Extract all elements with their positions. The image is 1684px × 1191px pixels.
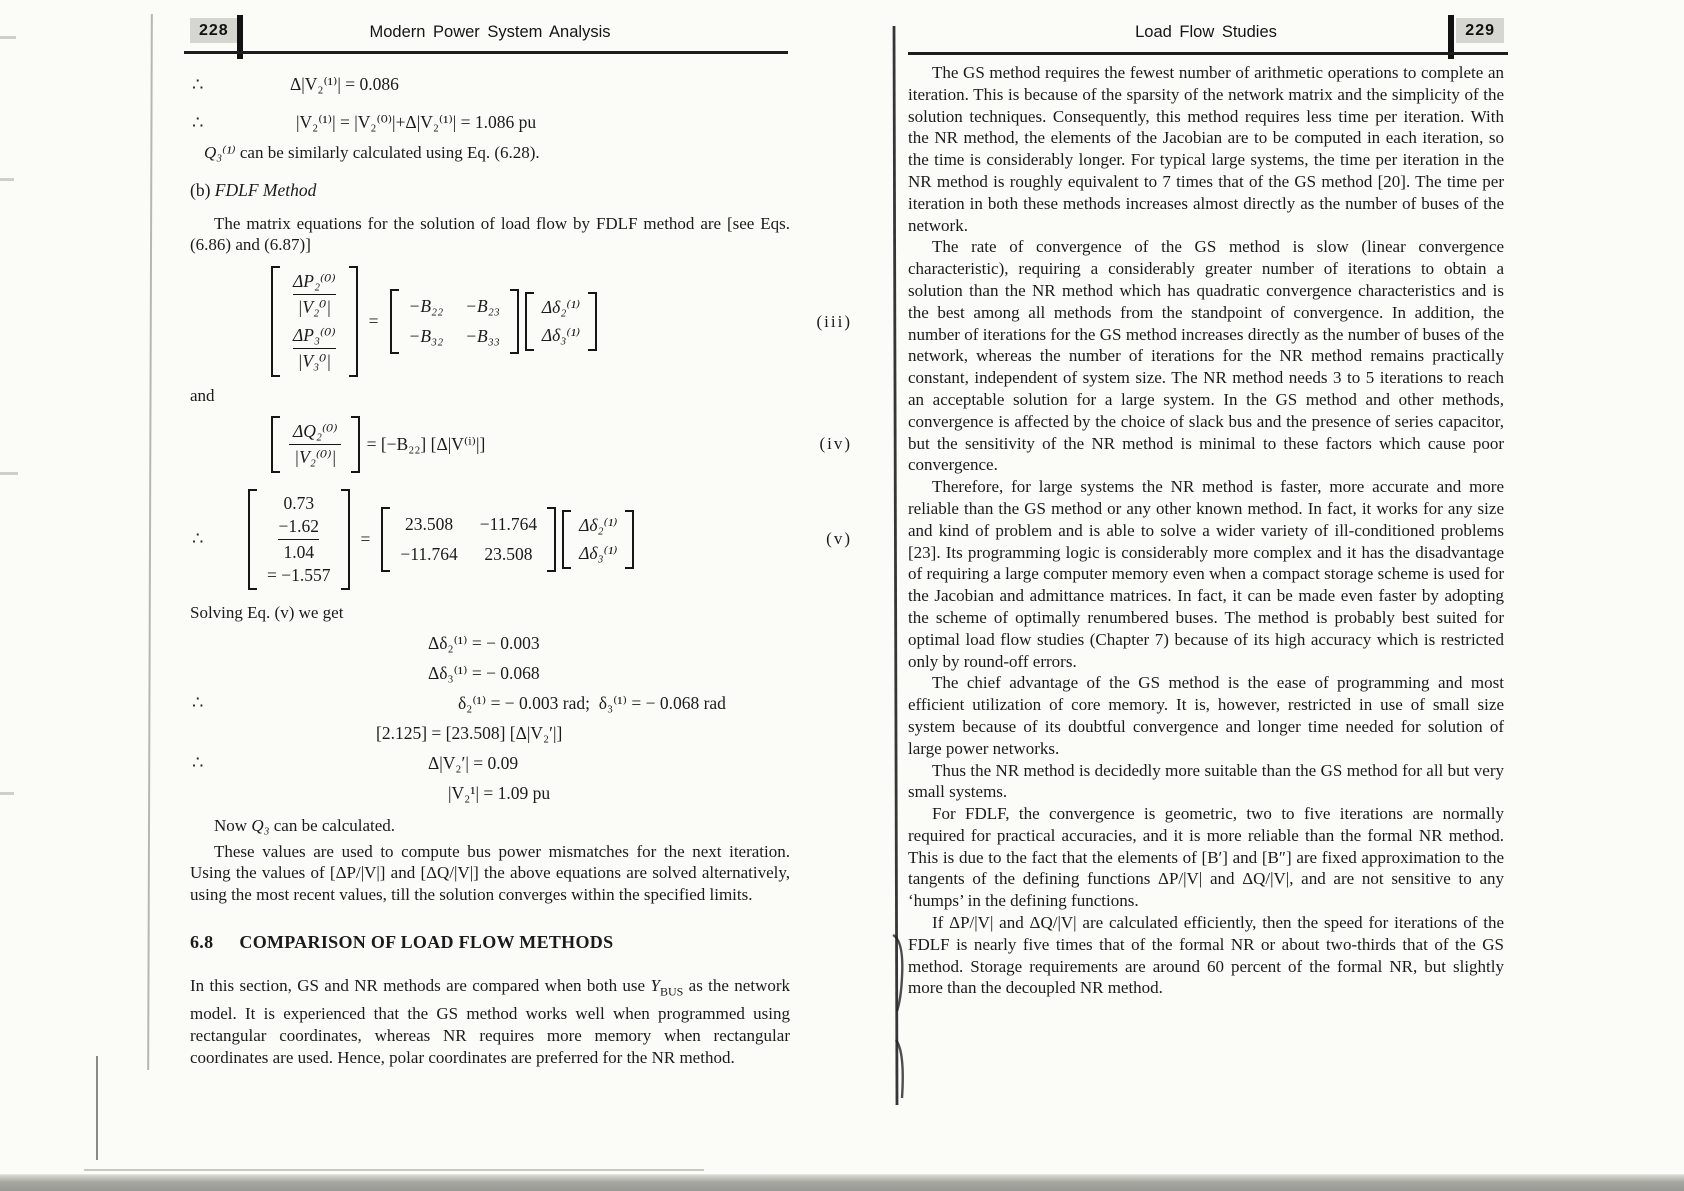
right-page: [908, 18, 1504, 999]
vector-entry: Δδ₂⁽¹⁾: [579, 514, 618, 535]
bracket-right: [625, 510, 634, 569]
section-title: COMPARISON OF LOAD FLOW METHODS: [239, 931, 614, 952]
and-label: and: [190, 386, 215, 406]
vector-entry: Δδ₃⁽¹⁾: [579, 542, 618, 563]
equation-number: (iv): [819, 434, 852, 454]
bracket-left: [271, 416, 280, 473]
fdlf-intro-paragraph: The matrix equations for the solution of load flow by FDLF method are [see Eqs. (6.86) and (6.87)]: [190, 213, 790, 255]
matrix-entry: −B₃₃: [465, 326, 500, 347]
math-subscript: BUS: [659, 984, 684, 999]
solution-line-5: [190, 753, 790, 774]
page-number-right: 229: [1456, 18, 1504, 43]
bracket-left: [248, 489, 257, 590]
paragraph-convergence-rate: The rate of convergence of the GS method is slow (linear convergence characteristic), requiring a considerably greater number of iterations to obtain a solution than the NR method which has quadratic convergence characteristics and is the best among all methods from the standpoint of convergence. In addition, the number of iterations for the GS method increases directly as the number of buses of the network, whereas the number of iterations for the NR method remains practically constant, independent of system size. The NR method needs 3 to 5 iterations to reach an acceptable solution for a large system. In the GS method and other methods, convergence is affected by the choice of slack bus and the presence of series capacitor, but the sensitivity of the NR method is minimal to these factors which cause poor convergence.: [908, 237, 1504, 475]
fraction-numerator: ΔQ₂⁽⁰⁾: [293, 420, 338, 441]
equation-text: Δδ₃⁽¹⁾ = − 0.068: [428, 662, 540, 683]
equation-text: Δ|V₂′| = 0.09: [428, 752, 519, 773]
text: Now: [214, 815, 252, 835]
bracket-right: [588, 292, 597, 351]
right-page-header: [908, 18, 1504, 58]
lhs-vector: [271, 416, 360, 473]
matrix-entry: −B₂₂: [408, 296, 444, 317]
equation-rhs: = [−B₂₂] [Δ|V⁽ⁱ⁾|]: [366, 433, 486, 454]
mismatch-paragraph: These values are used to compute bus power mismatches for the next iteration. Using the values of [ΔP/|V|] and [ΔQ/|V|] the above equations are solved alternatively, using the most recent values, till the solution converges within the specified limits.: [190, 841, 790, 905]
vector-entry: Δδ₃⁽¹⁾: [541, 325, 581, 346]
running-title-right: Load Flow Studies: [1135, 23, 1277, 41]
equation-text: δ₂⁽¹⁾ = − 0.003 rad; δ₃⁽¹⁾ = − 0.068 rad: [458, 692, 726, 713]
bracket-right: [341, 489, 350, 590]
solution-line-1: [190, 633, 790, 654]
left-page: [190, 18, 852, 1069]
fraction: [288, 325, 341, 372]
scan-margin-line: [96, 1056, 98, 1160]
page-number-left: 228: [190, 18, 238, 43]
paragraph-gs-operations: The GS method requires the fewest number of arithmetic operations to complete an iteration. This is because of the sparsity of the network matrix and the simplicity of the solution techniques. Consequently, this method requires less time per iteration. With the NR method, the elements of the Jacobian are to be computed in each iteration, so the time is considerably longer. For typical large systems, the time per iteration in the NR method is roughly equivalent to 7 times that of the GS method [20]. The time per iteration in both these methods increases almost directly as the number of buses of the network.: [908, 63, 1504, 235]
equation-delta-v2: [190, 74, 790, 95]
fraction-denominator: |V₂⁽⁰⁾|: [289, 444, 341, 468]
therefore-symbol: ∴: [192, 692, 204, 713]
vector-entry: = −1.557: [267, 564, 331, 585]
fraction-denominator: |V₃⁰|: [293, 348, 336, 372]
bracket-right: [351, 416, 360, 473]
fraction: [288, 421, 343, 468]
scan-bottom-line: [84, 1169, 704, 1171]
matrix-entry: −11.764: [479, 513, 538, 534]
equals-sign: =: [360, 528, 371, 549]
scan-margin-line: [147, 14, 153, 1070]
equation-text: |V₂⁽¹⁾| = |V₂⁽⁰⁾|+Δ|V₂⁽¹⁾| = 1.086 pu: [296, 112, 537, 132]
vector-entry: 0.73: [283, 492, 315, 513]
matrix-entry: 23.508: [484, 543, 533, 564]
paragraph-gs-advantage: The chief advantage of the GS method is the ease of programming and most efficient utilization of core memory. It is, however, restricted in use of small size system because of its doubtful convergence and longer time needed for solution of large power networks.: [908, 673, 1504, 758]
bracket-right: [547, 507, 556, 572]
fraction: [288, 271, 341, 318]
number-matrix: [381, 507, 556, 572]
fraction-numerator: ΔP₂⁽⁰⁾: [293, 271, 336, 292]
subheading-label: (b): [190, 179, 211, 200]
paragraph-nr-advantages: Therefore, for large systems the NR method is faster, more accurate and more reliable than the GS method or any other known method. In fact, it works for any size and kind of problem and is able to solve a wider variety of ill-conditioned problems [23]. Its programming logic is considerably more complex and it has the disadvantage of requiring a large computer memory even when a compact storage scheme is used for the Jacobian and admittance matrices. In fact, it can be made even faster by adopting the scheme of optimally renumbered buses. The method is probably best suited for optimal load flow studies (Chapter 7) because of its high accuracy which is restricted only by round-off errors.: [908, 477, 1504, 671]
matrix-entry: −B₃₂: [408, 326, 444, 347]
therefore-symbol: ∴: [192, 528, 204, 549]
therefore-symbol: ∴: [192, 752, 204, 773]
equation-text: |V₂¹| = 1.09 pu: [448, 782, 551, 803]
matrix-entry: −11.764: [400, 543, 458, 564]
header-rule-left: [184, 51, 788, 54]
equation-text: [2.125] = [23.508] [Δ|V₂′|]: [376, 722, 563, 743]
bracket-right: [349, 266, 358, 377]
text: In this section, GS and NR methods are compared when both use: [190, 975, 651, 995]
math-symbol: Q₃: [251, 815, 270, 835]
paragraph-fdlf-speed: If ΔP/|V| and ΔQ/|V| are calculated efficiently, then the speed for iterations of the FDLF is nearly five times that of the formal NR or about two-thirds that of the GS method. Storage requirements are around 60 percent of the formal NR, but slightly more than the decoupled NR method.: [908, 913, 1504, 998]
fraction: [274, 516, 325, 563]
equation-v2-update: [190, 112, 790, 133]
bracket-left: [381, 507, 390, 572]
math-symbol: Q₃⁽¹⁾: [204, 143, 236, 162]
equation-number: (iii): [816, 311, 852, 331]
equation-v: [192, 489, 852, 590]
equals-sign: =: [368, 311, 379, 332]
bracket-left: [390, 289, 399, 354]
equation-text: Δ|V₂⁽¹⁾| = 0.086: [290, 74, 399, 94]
fraction-numerator: ΔP₃⁽⁰⁾: [293, 325, 336, 346]
scan-streak: [0, 178, 14, 181]
solution-line-6: [190, 783, 790, 804]
fraction-numerator: −1.62: [278, 515, 319, 536]
fraction-denominator: |V₂⁰|: [293, 294, 336, 318]
matrix-entry: 23.508: [404, 513, 454, 534]
bracket-right: [510, 289, 519, 354]
q3-note-text: can be similarly calculated using Eq. (6.28).: [235, 143, 540, 162]
scan-streak: [0, 36, 16, 39]
fraction-denominator: 1.04: [278, 539, 319, 563]
section-number: 6.8: [190, 931, 214, 952]
text: can be calculated.: [269, 815, 396, 835]
solution-line-4: [190, 723, 790, 744]
therefore-symbol: ∴: [192, 112, 204, 132]
running-title-left: Modern Power System Analysis: [369, 23, 611, 41]
solving-line: Solving Eq. (v) we get: [190, 602, 344, 622]
matrix-entry: −B₂₃: [465, 296, 500, 317]
paragraph-nr-suitable: Thus the NR method is decidedly more suitable than the GS method for all but very small systems.: [908, 760, 1504, 802]
right-page-body: [908, 62, 1504, 999]
bracket-left: [271, 266, 280, 377]
solution-line-3: [190, 693, 790, 714]
paragraph-fdlf-convergence: For FDLF, the convergence is geometric, two to five iterations are normally required for practical accuracies, and it is more reliable than the formal NR method. This is due to the fact that the elements of [B′] and [B″] are fixed approximation to the tangents of the defining functions ΔP/|V| and ΔQ/|V|, and are not sensitive to any ‘humps’ in the defining functions.: [908, 804, 1504, 911]
equation-text: Δδ₂⁽¹⁾ = − 0.003: [428, 632, 540, 653]
equation-iv: [268, 416, 852, 473]
section-paragraph: [190, 975, 790, 1069]
bracket-left: [525, 292, 534, 351]
lhs-vector: [248, 489, 350, 590]
section-heading: [190, 932, 790, 953]
math-symbol: Y: [650, 975, 660, 995]
equation-iii: [268, 266, 852, 377]
scan-bottom-band: [0, 1174, 1684, 1191]
scan-streak: [0, 792, 14, 795]
lhs-vector: [271, 266, 358, 377]
header-rule-right: [908, 52, 1508, 55]
now-q3-line: [190, 815, 790, 837]
text: as the network model. It is experienced that the GS method works well when programmed using rectangular coordinates, whereas NR requires more memory when rectangular coordinates are used. Hence, polar coordinates are preferred for the NR method.: [190, 975, 791, 1067]
delta-vector: [562, 510, 634, 569]
subheading-title: FDLF Method: [214, 179, 317, 200]
solution-line-2: [190, 663, 790, 684]
b-matrix: [390, 289, 519, 354]
equation-number: (v): [826, 529, 852, 549]
bracket-left: [562, 510, 571, 569]
scan-streak: [0, 472, 18, 475]
q3-note: [204, 142, 790, 164]
delta-vector: [525, 292, 597, 351]
therefore-symbol: ∴: [192, 74, 204, 94]
fdlf-subheading: [190, 180, 790, 202]
left-page-header: [190, 18, 790, 58]
vector-entry: Δδ₂⁽¹⁾: [541, 297, 581, 318]
